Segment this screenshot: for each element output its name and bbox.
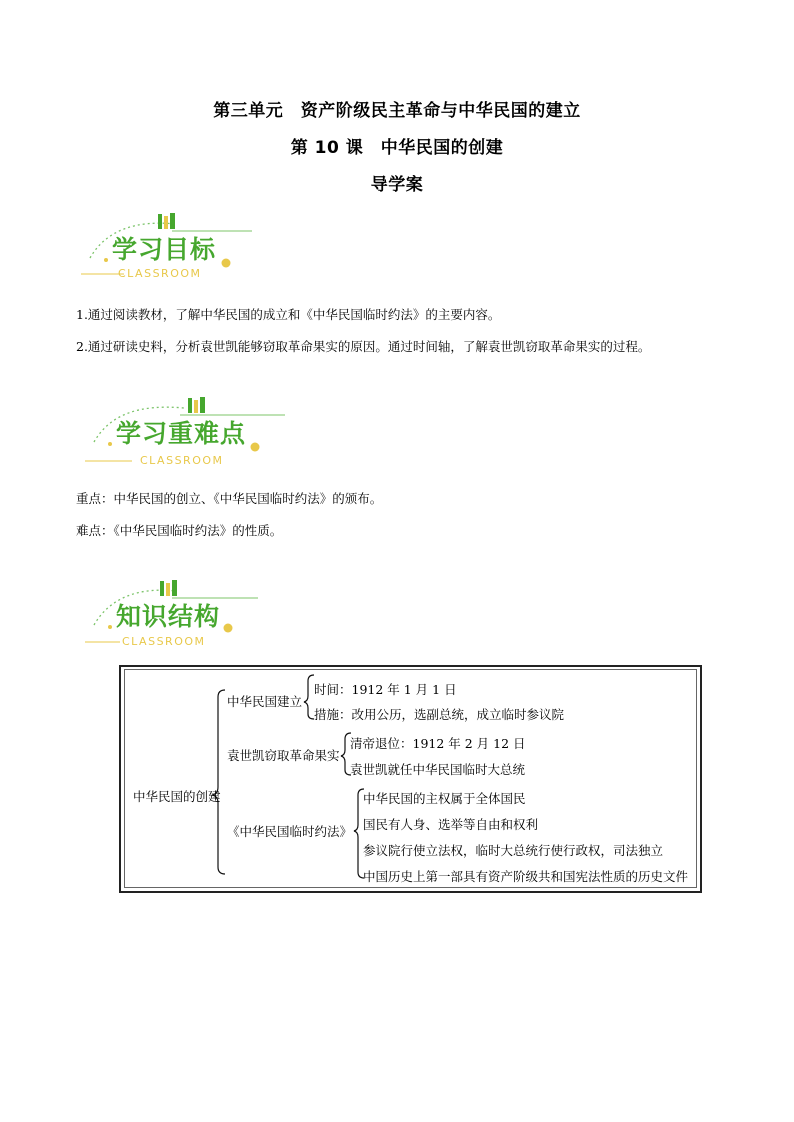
branch-label-1: 中华民国建立 [227, 694, 303, 709]
objective-item-1: 1.通过阅读教材，了解中华民国的成立和《中华民国临时约法》的主要内容。 [76, 307, 501, 322]
branch-label-2: 袁世凯窃取革命果实 [227, 748, 340, 763]
branch-1-item-1: 时间：1912 年 1 月 1 日 [314, 682, 457, 697]
branch-3-item-1: 中华民国的主权属于全体国民 [363, 791, 526, 806]
difficult-point: 难点：《中华民国临时约法》的性质。 [76, 523, 283, 538]
structure-badge [80, 577, 320, 657]
branch-1-item-2: 措施：改用公历，选副总统，成立临时参议院 [314, 707, 565, 722]
keypoints-sub: CLASSROOM [140, 454, 224, 467]
keypoints-heading: 学习重难点 [116, 419, 247, 448]
unit-title: 第三单元 资产阶级民主革命与中华民国的建立 [213, 101, 581, 121]
lesson-title: 第 10 课 中华民国的创建 [290, 138, 504, 158]
diagram-root: 中华民国的创建 [133, 789, 221, 804]
branch-3-item-3: 参议院行使立法权，临时大总统行使行政权，司法独立 [363, 843, 664, 858]
objectives-sub: CLASSROOM [118, 267, 202, 280]
objectives-heading: 学习目标 [112, 235, 217, 264]
structure-heading: 知识结构 [116, 602, 221, 631]
key-point: 重点：中华民国的创立、《中华民国临时约法》的颁布。 [76, 491, 383, 506]
doc-type-title: 导学案 [370, 175, 424, 195]
branch-2-item-1: 清帝退位：1912 年 2 月 12 日 [350, 736, 526, 751]
objectives-badge [76, 210, 316, 290]
objective-item-2: 2.通过研读史料，分析袁世凯能够窃取革命果实的原因。通过时间轴，了解袁世凯窃取革命果实的过程。 [76, 339, 651, 354]
branch-3-item-2: 国民有人身、选举等自由和权利 [363, 817, 539, 832]
branch-label-3: 《中华民国临时约法》 [227, 824, 353, 839]
structure-sub: CLASSROOM [122, 635, 206, 648]
diagram-brackets [121, 667, 704, 895]
knowledge-structure-diagram [119, 665, 702, 893]
keypoints-badge [80, 394, 320, 474]
branch-3-item-4: 中国历史上第一部具有资产阶级共和国宪法性质的历史文件 [363, 869, 689, 884]
branch-2-item-2: 袁世凯就任中华民国临时大总统 [350, 762, 526, 777]
